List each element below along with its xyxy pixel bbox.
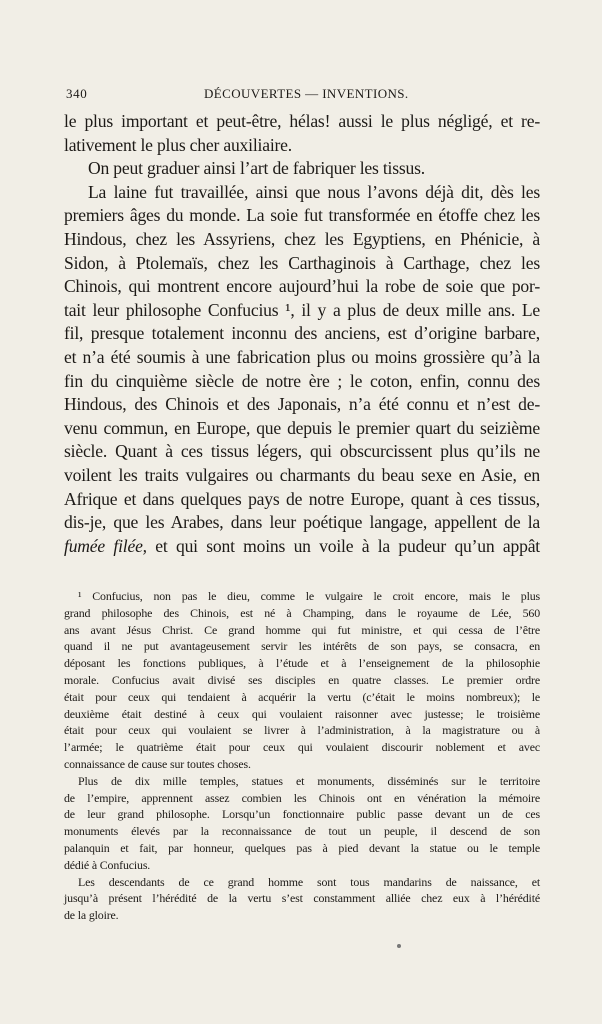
text-line-rest: et qui sont moins un voile à la pudeur qu’un appât — [146, 535, 540, 556]
ink-speck — [397, 944, 401, 948]
main-text — [64, 110, 540, 558]
footnote-line: monuments élevés par la reconnaissance de tout un peuple, il descend de son — [64, 824, 540, 839]
footnote-line: deuxième était destiné à ceux qui voulaient raisonner avec justesse; le troisième — [64, 706, 540, 721]
text-line: et n’a été soumis à une fabrication plus ou moins grossière qu’à la — [64, 346, 540, 367]
italic-phrase: fumée filée, — [64, 535, 147, 556]
footnote-line: de l’empire, apprennent assez combien les Chinois ont en vénération la mémoire — [64, 790, 540, 805]
footnote-line: jusqu’à présent l’hérédité de la vertu s’est constamment alliée chez eux à l’hérédité — [64, 891, 540, 906]
footnote-line: déposant les fonctions publiques, à l’étude et à l’enseignement de la philosophie — [64, 656, 540, 671]
text-line: Sidon, à Ptolemaïs, chez les Carthaginois à Carthage, chez les — [64, 252, 540, 273]
text-line: premiers âges du monde. La soie fut transformée en étoffe chez les — [64, 205, 540, 226]
text-line: Chinois, qui montrent encore aujourd’hui la robe de soie que por- — [64, 276, 540, 297]
text-line: lativement le plus cher auxiliaire. — [64, 134, 292, 155]
footnote-line: de la gloire. — [64, 908, 119, 923]
text-line: fin du cinquième siècle de notre ère ; le coton, enfin, connu des — [64, 370, 540, 391]
footnote-line: de leur grand philosophe. Lorsqu’un fonctionnaire public passe devant un de ces — [64, 807, 540, 822]
footnotes — [64, 588, 540, 924]
text-line: fil, presque totalement inconnu des anciens, est d’origine barbare, — [64, 323, 540, 344]
text-line: La laine fut travaillée, ainsi que nous l’avons déjà dit, dès les — [88, 181, 540, 202]
footnote-line: Plus de dix mille temples, statues et monuments, disséminés sur le territoire — [78, 773, 540, 788]
footnote-line: morale. Confucius avait divisé ses disciples en quatre classes. Le premier ordre — [64, 672, 540, 687]
footnote-line: palanquin et fait, par honneur, quelques pas à pied devant la statue ou le temple — [64, 840, 540, 855]
footnote-line: ¹ Confucius, non pas le dieu, comme le vulgaire le croit encore, mais le plus — [78, 589, 540, 603]
footnote-line: était pour ceux qui tendaient à acquérir la vertu (c’était le moins nombreux); le — [64, 689, 540, 704]
footnote-line: Les descendants de ce grand homme sont tous mandarins de naissance, et — [78, 874, 540, 889]
footnote-line: connaissance de cause sur toutes choses. — [64, 756, 251, 771]
text-line: Hindous, chez les Assyriens, chez les Egyptiens, en Phénicie, à — [64, 228, 540, 249]
text-line: voilent les traits vulgaires ou charmants du beau sexe en Asie, en — [64, 464, 540, 485]
footnote-line: quand il ne put avantageusement servir les intérêts de son pays, se consacra, en — [64, 639, 540, 654]
text-line: On peut graduer ainsi l’art de fabriquer les tissus. — [88, 158, 425, 179]
footnote-line: l’armée; le quatrième était pour ceux qui voulaient discourir noblement et avec — [64, 740, 540, 755]
footnote-line: grand philosophe des Chinois, est né à Champing, dans le royaume de Lée, 560 — [64, 605, 540, 620]
text-line: Afrique et dans quelques pays de notre Europe, quant à ces tissus, — [64, 488, 540, 509]
text-line: tait leur philosophe Confucius ¹, il y a plus de deux mille ans. Le — [64, 299, 540, 320]
text-line-last — [64, 535, 540, 559]
page-header — [66, 86, 538, 104]
footnote-line: dédié à Confucius. — [64, 857, 151, 872]
page-number: 340 — [66, 86, 88, 101]
text-line: Hindous, des Chinois et des Japonais, n’a été connu et n’est de- — [64, 394, 540, 415]
text-line: dis-je, que les Arabes, dans leur poétique langage, appellent de la — [64, 512, 540, 533]
footnote-line: était pour ceux qui voulaient se livrer à l’administration, à la magistrature ou à — [64, 723, 540, 738]
text-line: le plus important et peut-être, hélas! aussi le plus négligé, et re- — [64, 111, 540, 131]
text-line: venu commun, en Europe, que depuis le premier quart du seizième — [64, 417, 540, 438]
text-line: siècle. Quant à ces tissus légers, qui obscurcissent plus qu’ils ne — [64, 441, 540, 462]
footnote-line: ans avant Jésus Christ. Ce grand homme qui fut ministre, et qui cessa de l’être — [64, 622, 540, 637]
running-title: DÉCOUVERTES — INVENTIONS. — [204, 86, 409, 101]
